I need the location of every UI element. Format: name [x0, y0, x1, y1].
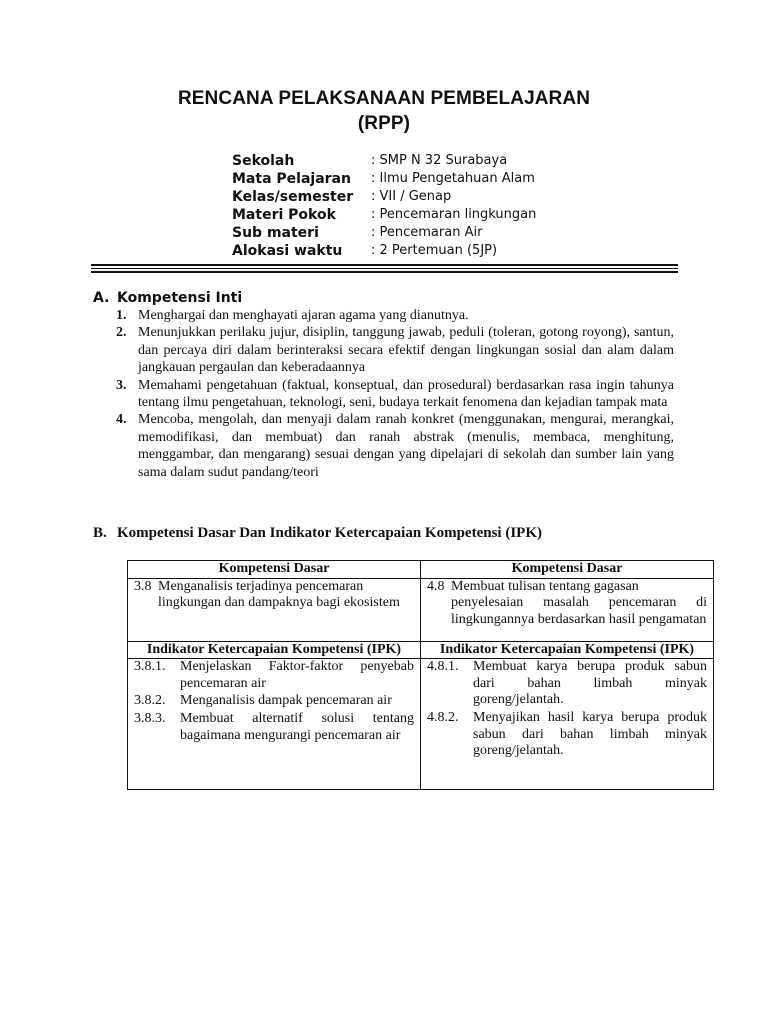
ipk-text: Menganalisis dampak pencemaran air — [180, 693, 392, 709]
list-item — [116, 307, 674, 324]
list-text: Menghargai dan menghayati ajaran agama yang dianutnya. — [138, 308, 469, 323]
ipk-code: 4.8.2. — [427, 709, 459, 725]
list-item — [116, 324, 674, 376]
competency-table — [127, 560, 714, 790]
identity-value: : VII / Genap — [371, 189, 452, 204]
header-divider — [91, 271, 678, 273]
table-header-cell: Kompetensi Dasar — [128, 561, 421, 579]
list-number: 3. — [116, 377, 127, 393]
identity-row — [232, 206, 632, 224]
table-row — [128, 561, 714, 579]
table-cell — [128, 578, 421, 641]
table-row — [128, 578, 714, 641]
identity-label: Mata Pelajaran — [232, 171, 351, 187]
list-item — [116, 411, 674, 481]
identity-value: : SMP N 32 Surabaya — [371, 153, 508, 168]
kd-text-continued: penyelesaian masalah pencemaran di lingkungannya berdasarkan hasil pengamatan — [451, 595, 707, 627]
list-number: 2. — [116, 325, 127, 341]
table-cell — [421, 659, 714, 790]
table-header-cell: Indikator Ketercapaian Kompetensi (IPK) — [421, 641, 714, 659]
identity-label: Sub materi — [232, 225, 319, 241]
identity-row — [232, 224, 632, 242]
identity-value: : Ilmu Pengetahuan Alam — [371, 171, 535, 186]
ipk-text: Menjelaskan Faktor-faktor penyebab pencemaran air — [180, 659, 414, 691]
identity-row — [232, 170, 632, 188]
ipk-code: 3.8.1. — [134, 659, 166, 675]
ipk-text: Menyajikan hasil karya berupa produk sabun dari bahan limbah minyak goreng/jelantah. — [473, 709, 707, 759]
ipk-code: 3.8.2. — [134, 693, 166, 709]
kompetensi-inti-list — [116, 307, 674, 481]
ipk-code: 4.8.1. — [427, 659, 459, 675]
identity-row — [232, 152, 632, 170]
ipk-item — [134, 693, 414, 710]
header-divider — [91, 268, 678, 269]
list-text: Menunjukkan perilaku jujur, disiplin, tanggung jawab, peduli (toleran, gotong royong), santun, dan percaya diri dalam berinteraksi secara efektif dengan lingkungan sosial dan alam dalam jangkauan pergaulan dan keberadaannya — [138, 325, 674, 376]
identity-value: : 2 Pertemuan (5JP) — [371, 243, 498, 258]
identity-label: Sekolah — [232, 153, 295, 169]
ipk-code: 3.8.3. — [134, 710, 166, 726]
section-title: Kompetensi Inti — [117, 290, 243, 306]
table-row — [128, 641, 714, 659]
kd-code: 4.8 — [427, 578, 445, 594]
table-header-cell: Indikator Ketercapaian Kompetensi (IPK) — [128, 641, 421, 659]
section-letter: A. — [93, 290, 110, 306]
list-item — [116, 377, 674, 412]
ipk-text: Membuat karya berupa produk sabun dari bahan limbah minyak goreng/jelantah. — [473, 659, 707, 708]
document-subtitle: (RPP) — [357, 113, 411, 134]
kd-text: Menganalisis terjadinya pencemaran — [158, 578, 364, 594]
kd-code: 3.8 — [134, 578, 152, 594]
list-number: 4. — [116, 412, 127, 428]
table-cell — [128, 659, 421, 790]
kd-first-line — [427, 579, 707, 596]
identity-value: : Pencemaran lingkungan — [371, 207, 537, 222]
list-text: Memahami pengetahuan (faktual, konseptual, dan prosedural) berdasarkan rasa ingin tahunya tentang ilmu pengetahuan, teknologi, seni, budaya terkait fenomena dan kejadian tampak mata — [138, 377, 674, 411]
ipk-item — [427, 710, 707, 760]
table-header-cell: Kompetensi Dasar — [421, 561, 714, 579]
identity-label: Materi Pokok — [232, 207, 336, 223]
section-letter: B. — [93, 525, 107, 541]
section-b-heading — [93, 525, 542, 542]
kd-text-continued: lingkungan dan dampaknya bagi ekosistem — [158, 595, 400, 611]
ipk-item — [427, 659, 707, 709]
identity-block — [232, 152, 632, 260]
ipk-item — [134, 659, 414, 692]
section-a-heading — [93, 290, 242, 306]
header-divider — [91, 264, 678, 266]
table-cell — [421, 578, 714, 641]
identity-value: : Pencemaran Air — [371, 225, 483, 240]
identity-row — [232, 242, 632, 260]
ipk-text: Membuat alternatif solusi tentang bagaimana mengurangi pencemaran air — [180, 710, 414, 743]
list-text: Mencoba, mengolah, dan menyaji dalam ranah konkret (menggunakan, mengurai, merangkai, memodifikasi, dan membuat) dan ranah abstrak (menulis, membaca, menghitung, menggambar, dan mengarang) sesuai dengan yang dipelajari di sekolah dan sumber lain yang sama dalam sudut pandang/teori — [138, 412, 674, 480]
section-title: Kompetensi Dasar Dan Indikator Ketercapaian Kompetensi (IPK) — [117, 525, 543, 541]
identity-label: Alokasi waktu — [232, 243, 343, 259]
identity-label: Kelas/semester — [232, 189, 354, 205]
document-title: RENCANA PELAKSANAAN PEMBELAJARAN — [177, 88, 591, 109]
kd-first-line — [134, 579, 414, 596]
ipk-item — [134, 711, 414, 744]
identity-row — [232, 188, 632, 206]
list-number: 1. — [116, 308, 127, 323]
table-row — [128, 659, 714, 790]
kd-text: Membuat tulisan tentang gagasan — [451, 578, 639, 594]
